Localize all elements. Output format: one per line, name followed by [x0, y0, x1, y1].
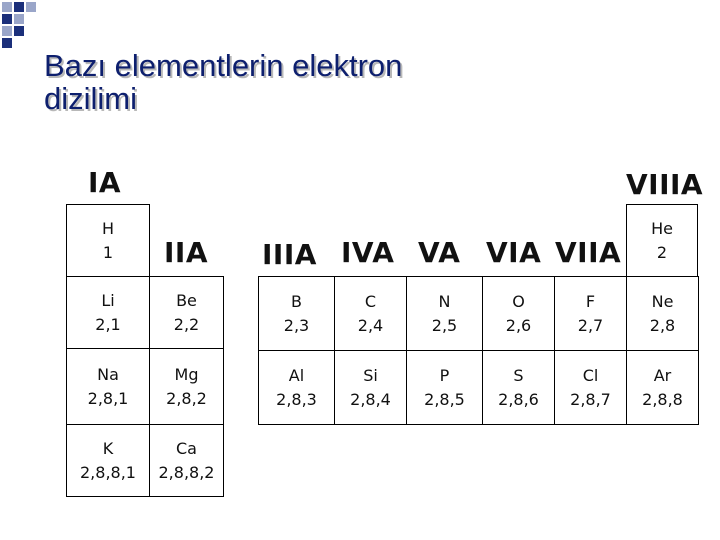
title-line-1: Bazı elementlerin elektron: [44, 48, 403, 83]
group-label-ia: IA: [88, 166, 122, 199]
electron-configuration: 2,6: [505, 315, 532, 335]
group-label-viia: VIIA: [555, 236, 622, 269]
electron-configuration: 2,8,8: [642, 389, 683, 409]
element-cell-ca: [150, 425, 224, 497]
element-cell-f: [555, 277, 627, 351]
element-symbol: S: [513, 365, 524, 385]
element-cell-he: [627, 205, 698, 277]
group-label-via: VIA: [486, 236, 542, 269]
electron-configuration: 2,8: [649, 315, 676, 335]
element-symbol: H: [101, 218, 115, 238]
element-cell-al: [259, 351, 335, 425]
element-symbol: F: [585, 291, 596, 311]
element-cell-mg: [150, 349, 224, 425]
element-cell-p: [407, 351, 483, 425]
electron-configuration: 2,1: [95, 314, 121, 334]
element-cell-c: [335, 277, 407, 351]
electron-configuration: 2,5: [431, 315, 458, 335]
electron-configuration: 2,2: [173, 314, 200, 334]
element-symbol: O: [512, 291, 525, 311]
group-label-viiia: VIIIA: [626, 168, 704, 201]
electron-configuration: 1: [102, 242, 114, 262]
element-symbol: C: [364, 291, 377, 311]
element-symbol: He: [651, 218, 673, 238]
helium-table: [626, 204, 698, 277]
element-symbol: Li: [101, 290, 115, 310]
element-symbol: Al: [288, 365, 305, 385]
electron-configuration: 2,8,5: [424, 389, 465, 409]
element-cell-b: [259, 277, 335, 351]
right-element-table: [258, 276, 699, 425]
electron-configuration: 2,7: [577, 315, 604, 335]
element-cell-cl: [555, 351, 627, 425]
group-label-iia: IIA: [164, 236, 209, 269]
electron-configuration: 2,8,4: [350, 389, 391, 409]
electron-configuration: 2: [656, 242, 668, 262]
element-cell-h: [67, 205, 150, 277]
element-cell-na: [67, 349, 150, 425]
element-symbol: Mg: [174, 364, 199, 384]
element-symbol: B: [291, 291, 302, 311]
electron-configuration: 2,8,7: [570, 389, 611, 409]
left-element-table: [66, 204, 224, 497]
element-symbol: Ca: [176, 438, 197, 458]
electron-configuration: 2,8,1: [87, 388, 129, 408]
electron-configuration: 2,8,2: [166, 388, 207, 408]
element-symbol: Be: [176, 290, 197, 310]
electron-configuration: 2,4: [357, 315, 384, 335]
page-title: [44, 49, 402, 115]
element-cell-si: [335, 351, 407, 425]
element-cell-ar: [627, 351, 699, 425]
group-label-iva: IVA: [341, 236, 395, 269]
element-symbol: Na: [97, 364, 119, 384]
element-symbol: Ne: [651, 291, 674, 311]
group-label-iiia: IIIA: [262, 238, 317, 271]
electron-configuration: 2,8,3: [276, 389, 317, 409]
element-cell-ne: [627, 277, 699, 351]
electron-configuration: 2,8,8,1: [80, 462, 136, 482]
element-symbol: Ar: [653, 365, 672, 385]
group-label-va: VA: [418, 236, 461, 269]
title-line-2: dizilimi: [44, 81, 137, 116]
element-cell-o: [483, 277, 555, 351]
element-cell-li: [67, 277, 150, 349]
element-cell-be: [150, 277, 224, 349]
electron-configuration: 2,8,8,2: [158, 462, 215, 482]
element-symbol: Si: [363, 365, 378, 385]
electron-configuration: 2,3: [283, 315, 310, 335]
element-cell-s: [483, 351, 555, 425]
electron-configuration: 2,8,6: [498, 389, 539, 409]
element-symbol: Cl: [582, 365, 599, 385]
element-symbol: N: [438, 291, 451, 311]
element-cell-k: [67, 425, 150, 497]
element-symbol: P: [439, 365, 450, 385]
empty-cell: [150, 205, 224, 277]
element-cell-n: [407, 277, 483, 351]
element-symbol: K: [102, 438, 114, 458]
corner-decoration: [0, 0, 60, 50]
